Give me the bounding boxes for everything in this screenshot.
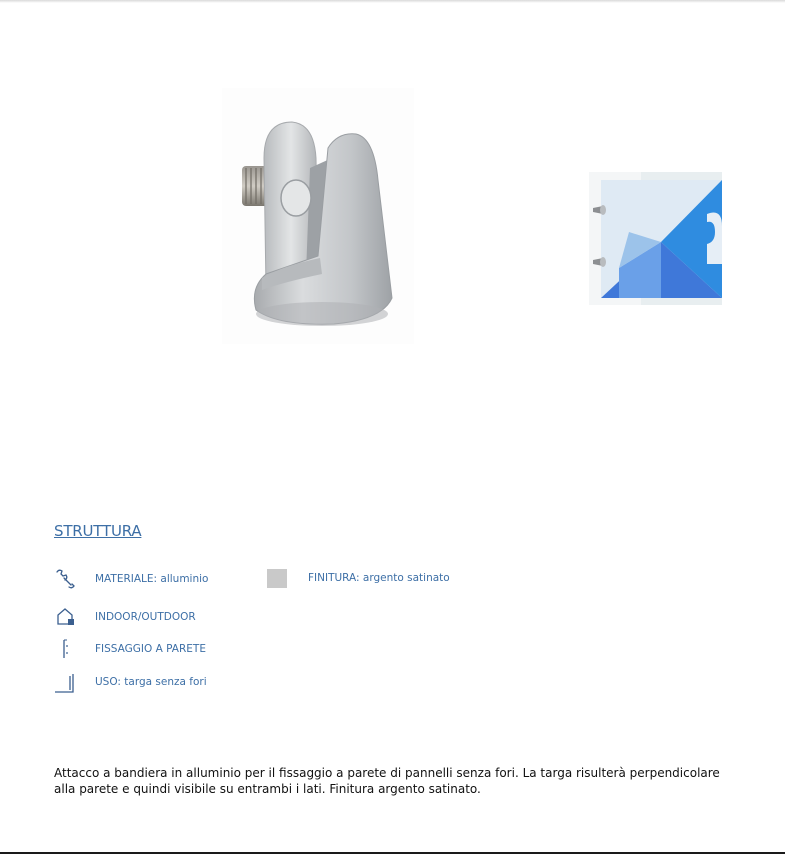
color-swatch-icon (267, 569, 287, 588)
wrench-icon (53, 567, 77, 591)
house-icon (53, 605, 77, 629)
mounting-example-image (589, 172, 722, 305)
material-label: MATERIALE: alluminio (95, 573, 209, 585)
top-divider (0, 0, 785, 3)
panel-corner-icon (53, 670, 77, 694)
product-photo (222, 88, 414, 344)
mounting-label: FISSAGGIO A PARETE (95, 643, 206, 655)
product-description: Attacco a bandiera in alluminio per il fissaggio a parete di pannelli senza fori. La targa risulterà perpendicolare alla parete e quindi visibile su entrambi i lati. Finitura argento satinato. (54, 766, 720, 796)
section-title-struttura: STRUTTURA (54, 522, 142, 540)
spec-finish (308, 572, 450, 584)
spec-use (53, 670, 207, 694)
flag-bracket-image (222, 88, 414, 344)
bottom-divider (0, 852, 785, 854)
environment-label: INDOOR/OUTDOOR (95, 611, 196, 623)
finish-label: FINITURA: argento satinato (308, 572, 450, 584)
wall-mount-icon (53, 637, 77, 661)
spec-environment (53, 605, 196, 629)
mounting-example-photo (589, 172, 722, 305)
spec-mounting (53, 637, 206, 661)
use-label: USO: targa senza fori (95, 676, 207, 688)
spec-material (53, 567, 208, 591)
